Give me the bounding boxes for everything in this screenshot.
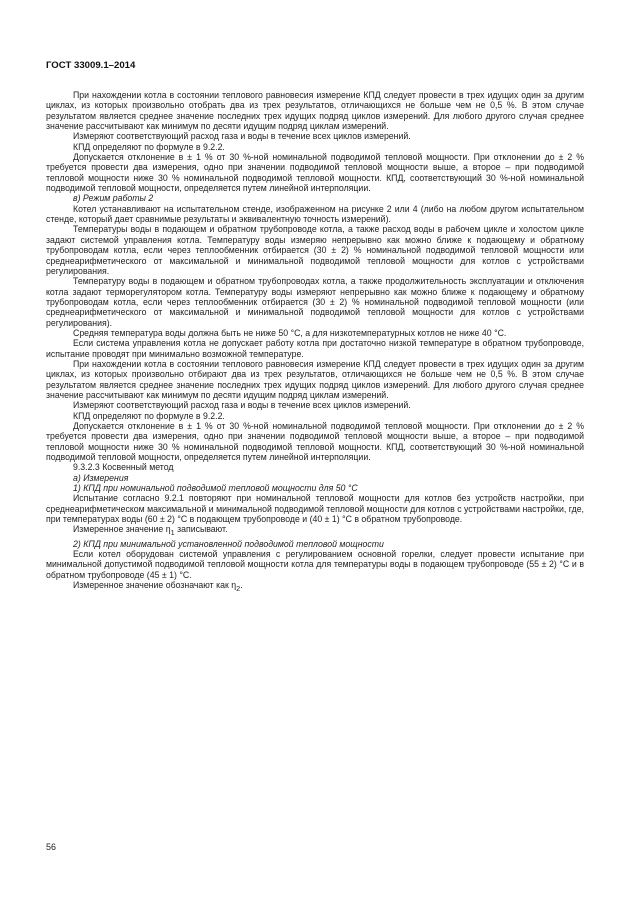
subscript: 1	[170, 528, 175, 538]
paragraph-text: записывают.	[174, 524, 228, 535]
paragraph: КПД определяют по формуле в 9.2.2.	[73, 410, 225, 421]
paragraph: Если система управления котла не допускает работу котла при достаточно низкой температуре в обратном трубопроводе, испытание проводят при минимально возможной температуре.	[46, 338, 584, 359]
paragraph: Допускается отклонение в ± 1 % от 30 %-ной номинальной подводимой тепловой мощности. При отклонении до ± 2 % требуется провести два измерения, одно при значении подводимой тепловой мощности выше, а второе – при подводимой тепловой мощности ниже 30 % номинальной подводимой тепловой мощности. КПД, соответствующий 30 %-ной номинальной подводимой тепловой мощности, определяется путем линейной интерполяции.	[46, 421, 584, 463]
paragraph-text: .	[240, 579, 243, 590]
subscript: 2	[236, 583, 241, 593]
document-header: ГОСТ 33009.1–2014	[46, 60, 136, 71]
paragraph: Температуру воды в подающем и обратном трубопроводах котла, а также продолжительность эксплуатации и отключения котла задают терморегулятором котла. Температуру воды измеряют непрерывно как можно ближе к подающему и обратному трубопроводам котла, если через теплообменник отбирается (30 ± 2) % номинальной подводимой тепловой мощности (или среднеарифметического от максимальной и минимальной подводимой тепловой мощности для котлов с устройствами регулирования).	[46, 276, 584, 328]
item-heading: 2) КПД при минимальной установленной подводимой тепловой мощности	[73, 538, 384, 549]
paragraph: Средняя температура воды должна быть не ниже 50 °С, а для низкотемпературных котлов не ниже 40 °С.	[73, 327, 507, 338]
paragraph: Испытание согласно 9.2.1 повторяют при номинальной тепловой мощности для котлов без устройств настройки, при среднеарифметическом максимальной и минимальной подводимой тепловой мощности для котлов с устройствами настройки, где, при температурах воды (60 ± 2) °С в подающем трубопроводе и (40 ± 1) °С в обратном трубопроводе.	[46, 493, 584, 525]
item-heading: 1) КПД при номинальной подводимой тепловой мощности для 50 °С	[73, 483, 358, 494]
section-heading: 9.3.2.3 Косвенный метод	[73, 462, 174, 473]
paragraph: При нахождении котла в состоянии теплового равновесия измерение КПД следует провести в трех идущих один за другим циклах, из которых произвольно отобрать два из трех результатов, отличающихся не больше чем не 0,5 %. В этом случае результатом является среднее значение последних трех идущих подряд циклов измерений. Для любого другого случая среднее значение рассчитывают как минимум по десяти идущим подряд циклам измерений.	[46, 90, 584, 132]
paragraph	[46, 580, 584, 594]
paragraph: Если котел оборудован системой управления с регулированием основной горелки, следует провести испытание при минимальной допустимой подводимой тепловой мощности котла для температуры воды в подающем трубопроводе (55 ± 2) °С и в обратном трубопроводе (45 ± 1) °С.	[46, 548, 584, 580]
subsection-heading: а) Измерения	[73, 472, 129, 483]
paragraph	[46, 524, 584, 538]
paragraph: Котел устанавливают на испытательном стенде, изображенном на рисунке 2 или 4 (либо на любом другом испытательном стенде, который дает сравнимые результаты и эквивалентную точность измерений).	[46, 203, 584, 225]
paragraph: Температуры воды в подающем и обратном трубопроводе котла, а также расход воды в рабочем цикле и холостом цикле задают системой управления котла. Температуру воды измеряю непрерывно как можно ближе к подающему и обратному трубопроводам котла, если через теплообменник отбирается (30 ± 2) % номинальной подводимой тепловой мощности или среднеарифметического от максимальной и минимальной подводимой тепловой мощности для котлов с устройствами регулирования.	[46, 224, 584, 276]
subsection-heading: в) Режим работы 2	[73, 193, 154, 204]
paragraph: Измеряют соответствующий расход газа и воды в течение всех циклов измерений.	[73, 131, 411, 142]
paragraph-text: Измеренное значение обозначают как η	[73, 579, 237, 590]
paragraph-text: Измеренное значение η	[73, 524, 171, 535]
paragraph: При нахождении котла в состоянии теплового равновесия измерение КПД следует провести в трех идущих один за другим циклах, из которых произвольно отбирают два из трех результатов, отличающихся не больше чем не 0,5 %. В этом случае результатом является среднее значение последних трех идущих подряд циклов измерений. Для любого другого случая среднее значение рассчитывают как минимум по десяти идущим подряд циклам измерений.	[46, 358, 584, 400]
paragraph: Допускается отклонение в ± 1 % от 30 %-ной номинальной подводимой тепловой мощности. При отклонении до ± 2 % требуется провести два измерения, одно при значении подводимой тепловой мощности выше, а второе – при подводимой тепловой мощности ниже 30 % номинальной подводимой тепловой мощности. КПД, соответствующий 30 %-ной номинальной подводимой тепловой мощности, определяется путем линейной интерполяции.	[46, 152, 584, 194]
paragraph: КПД определяют по формуле в 9.2.2.	[73, 141, 225, 152]
paragraph: Измеряют соответствующий расход газа и воды в течение всех циклов измерений.	[73, 400, 411, 411]
page-body	[46, 90, 584, 594]
page-number: 56	[46, 842, 57, 852]
